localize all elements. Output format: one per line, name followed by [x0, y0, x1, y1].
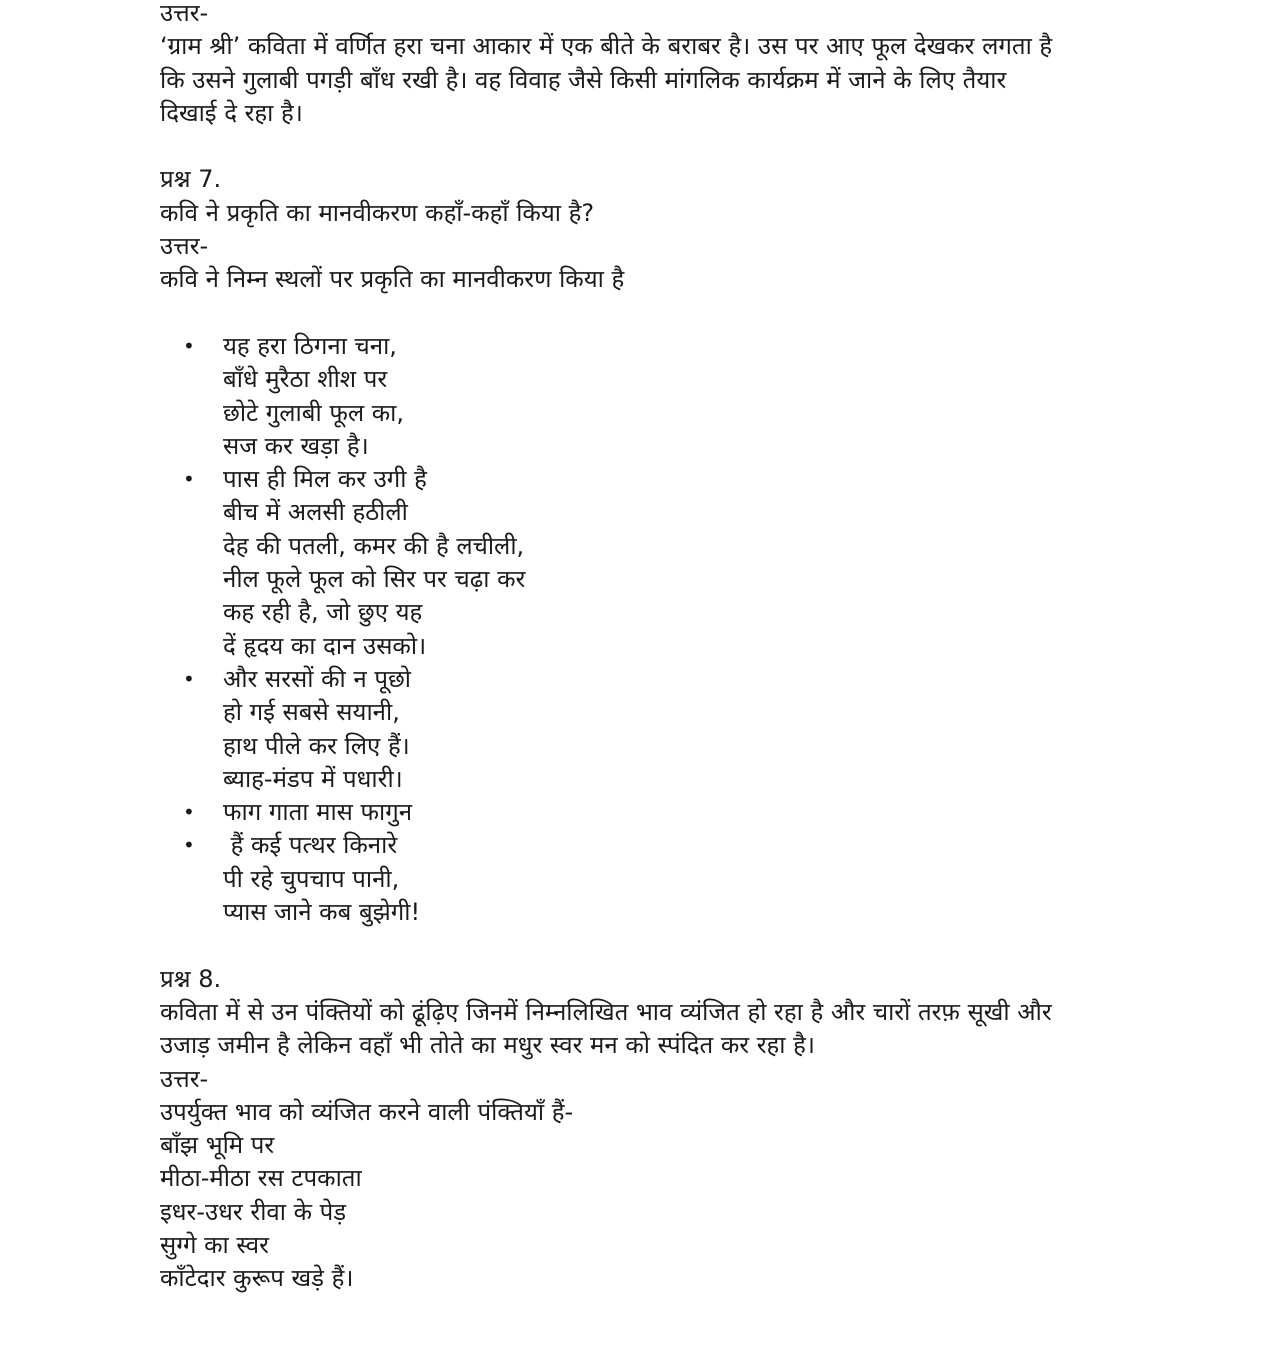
poem-line: कह रही है, जो छुए यह [223, 598, 423, 627]
poem-line: बाँधे मुरैठा शीश पर [223, 365, 388, 394]
poem-line: इधर-उधर रीवा के पेड़ [160, 1197, 347, 1226]
list-item [160, 829, 1160, 929]
bullet-icon: • [183, 800, 195, 825]
poem-line: पास ही मिल कर उगी है [223, 465, 427, 494]
bullet-icon: • [183, 467, 195, 492]
list-item [160, 796, 1160, 829]
answer-6-line: दिखाई दे रहा है। [160, 98, 303, 127]
poem-line: प्यास जाने कब बुझेगी! [223, 898, 421, 927]
question-8-answer-label: उत्तर- [160, 1064, 209, 1093]
answer-6-line: कि उसने गुलाबी पगड़ी बाँध रखी है। वह विवाह जैसे किसी मांगलिक कार्यक्रम में जाने के लिए तैयार [160, 65, 1007, 94]
poem-line: नील फूले फूल को सिर पर चढ़ा कर [223, 565, 526, 594]
poem-line: काँटेदार कुरूप खड़े हैं। [160, 1264, 354, 1293]
question-7-answer-intro: कवि ने निम्न स्थलों पर प्रकृति का मानवीकरण किया है [160, 265, 625, 294]
poem-line: सुग्गे का स्वर [160, 1230, 269, 1259]
question-8-label: प्रश्न 8. [160, 964, 222, 993]
poem-line: और सरसों की न पूछो [223, 664, 412, 693]
spacer [160, 130, 1160, 163]
poem-line: दें हृदय का दान उसको। [223, 631, 427, 660]
question-7-answer-label: उत्तर- [160, 232, 209, 261]
bullet-icon: • [183, 833, 195, 858]
question-8-text: उजाड़ जमीन है लेकिन वहाँ भी तोते का मधुर स्वर मन को स्पंदित कर रहा है। [160, 1031, 815, 1060]
list-item [160, 663, 1160, 796]
poem-line: बीच में अलसी हठीली [223, 498, 408, 527]
poem-line: हाथ पीले कर लिए हैं। [223, 731, 410, 760]
poem-line: बाँझ भूमि पर [160, 1131, 275, 1160]
poem-line: हो गई सबसे सयानी, [223, 698, 400, 727]
poem-line: ब्याह-मंडप में पधारी। [223, 764, 403, 793]
poem-line: देह की पतली, कमर की है लचीली, [223, 531, 525, 560]
answer-6-section [160, 0, 1160, 130]
bullet-icon: • [183, 666, 195, 691]
poem-line: फाग गाता मास फागुन [223, 798, 413, 827]
question-8-answer-intro: उपर्युक्त भाव को व्यंजित करने वाली पंक्तियाँ हैं- [160, 1097, 574, 1126]
question-8-text: कविता में से उन पंक्तियों को ढूंढ़िए जिनमें निम्नलिखित भाव व्यंजित हो रहा है और चारों तरफ़ सूखी और [160, 997, 1052, 1026]
question-7-label: प्रश्न 7. [160, 165, 222, 194]
poem-line: पी रहे चुपचाप पानी, [223, 864, 400, 893]
spacer [160, 297, 1160, 330]
bullet-icon: • [183, 333, 195, 358]
question-8-section [160, 963, 1160, 1296]
poem-line: सज कर खड़ा है। [223, 431, 369, 460]
poem-line: मीठा-मीठा रस टपकाता [160, 1164, 362, 1193]
personification-list [160, 330, 1160, 929]
question-7-section [160, 163, 1160, 929]
list-item [160, 330, 1160, 463]
answer-6-line: ‘ग्राम श्री’ कविता में वर्णित हरा चना आकार में एक बीते के बराबर है। उस पर आए फूल देखकर लगता है [160, 32, 1053, 61]
poem-line: हैं कई पत्थर किनारे [223, 831, 398, 860]
poem-line: छोटे गुलाबी फूल का, [223, 398, 404, 427]
answer-6-label: उत्तर- [160, 0, 209, 27]
question-7-text: कवि ने प्रकृति का मानवीकरण कहाँ-कहाँ किया है? [160, 198, 595, 227]
poem-line: यह हरा ठिगना चना, [223, 331, 397, 360]
document-page [160, 0, 1160, 1296]
spacer [160, 929, 1160, 962]
list-item [160, 463, 1160, 663]
